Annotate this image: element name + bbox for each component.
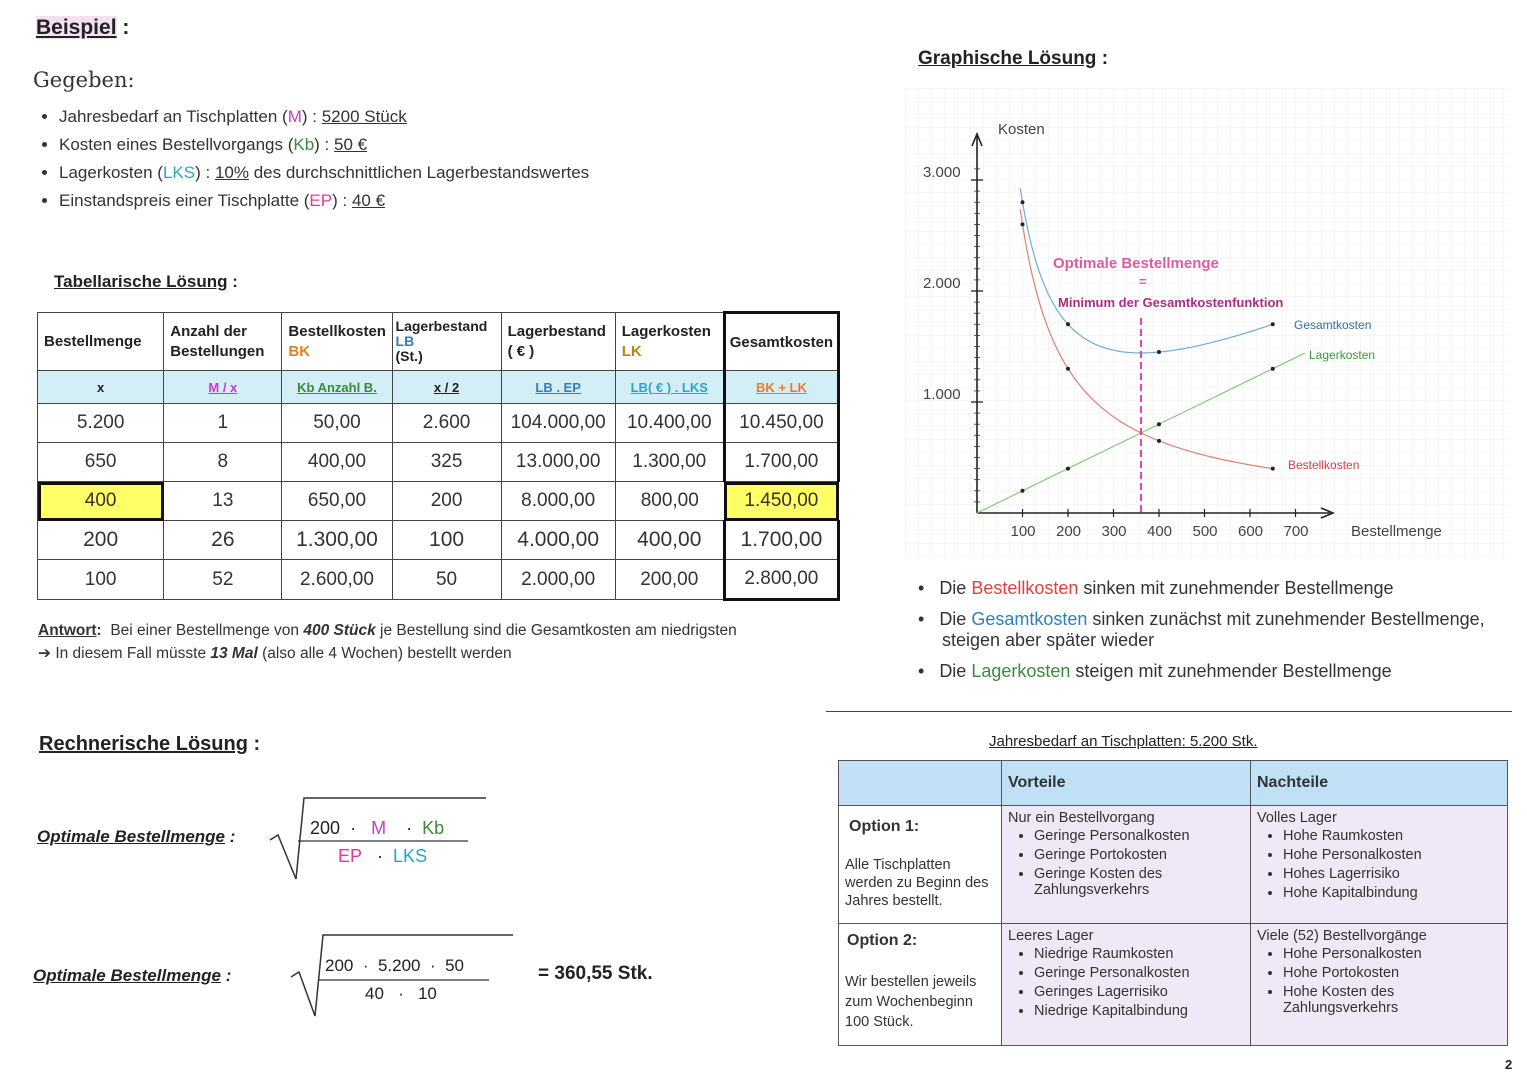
- given-item: [59, 135, 589, 155]
- given-value: 5200 Stück: [321, 107, 407, 126]
- option-1-row: [839, 806, 1508, 924]
- annotation-minimum: Minimum der Gesamtkostenfunktion: [1058, 295, 1284, 310]
- con-item: • Hohe Kapitalbindung: [1283, 885, 1501, 901]
- page-number: 2: [1505, 1057, 1513, 1072]
- formula-text: LB . EP: [535, 379, 581, 395]
- given-text: ) :: [195, 163, 215, 182]
- col-header: [392, 313, 501, 371]
- y-tick-label: 3.000: [923, 164, 961, 181]
- option-2-pros: [1002, 924, 1251, 1046]
- option-1-desc: Alle Tischplatten werden zu Beginn des Jahres bestellt.: [845, 857, 989, 909]
- table-cell: 1.300,00: [615, 443, 724, 482]
- calc-heading: [39, 733, 260, 756]
- given-list: [33, 107, 589, 219]
- col-header-text: Lagerbestand: [507, 322, 606, 340]
- legend-bestellkosten: Bestellkosten: [1288, 458, 1360, 472]
- multiply-dot: ·: [429, 956, 436, 975]
- answer-text: je Bestellung sind die Gesamtkosten am niedrigsten: [375, 622, 737, 639]
- bullet-keyword: Lagerkosten: [971, 661, 1071, 681]
- formula-text: x: [97, 379, 105, 395]
- pro-item: • Niedrige Raumkosten: [1034, 946, 1244, 962]
- option-1-pros: [1002, 806, 1251, 924]
- table-row: [38, 521, 839, 560]
- point-lagerkosten: [1066, 467, 1070, 471]
- pro-item: • Geringe Portokosten: [1034, 847, 1244, 863]
- pro-item: • Geringe Personalkosten: [1034, 828, 1244, 844]
- answer-label: Antwort: [38, 622, 97, 639]
- den-term: 40: [365, 984, 384, 1003]
- formula1-numerator: [310, 818, 444, 839]
- num-term: 200: [310, 818, 341, 838]
- formula-label-text: Optimale Bestellmenge: [33, 966, 222, 985]
- point-bestellkosten: [1271, 467, 1275, 471]
- example-title: Beispiel: [36, 16, 117, 39]
- col-header: [38, 313, 164, 371]
- header-empty: [839, 761, 1002, 806]
- point-gesamtkosten: [1271, 322, 1275, 326]
- point-gesamtkosten: [1021, 200, 1025, 204]
- col-header-text: (St.): [395, 348, 423, 364]
- num-term: Kb: [422, 818, 445, 838]
- table-cell: 2.000,00: [501, 560, 615, 600]
- pro-item: • Niedrige Kapitalbindung: [1034, 1003, 1244, 1019]
- con-item: • Hohes Lagerrisiko: [1283, 866, 1501, 882]
- table-header-row: [38, 313, 839, 371]
- option-1-cell: [839, 806, 1002, 924]
- formula-cell: [164, 371, 282, 404]
- given-text: Jahresbedarf an Tischplatten (: [59, 107, 288, 126]
- given-text: Kosten eines Bestellvorgangs (: [59, 135, 294, 154]
- formula2-denominator: [365, 984, 437, 1004]
- y-tick-label: 1.000: [923, 386, 961, 403]
- given-title: Gegeben:: [33, 68, 135, 92]
- table-cell: 13.000,00: [501, 443, 615, 482]
- x-tick-label: 600: [1238, 523, 1264, 540]
- given-text: ) :: [332, 191, 352, 210]
- formula-label-2: [33, 966, 231, 986]
- given-text: ) :: [314, 135, 334, 154]
- sqrt-symbol-2: [289, 932, 515, 1022]
- graph-heading-text: Graphische Lösung: [918, 48, 1097, 69]
- con-item: • Hohe Portokosten: [1283, 965, 1501, 981]
- formula-text: M / x: [208, 379, 238, 395]
- arrow-icon: ➔: [38, 645, 51, 662]
- table-cell: 8.000,00: [501, 482, 615, 521]
- point-lagerkosten: [1021, 489, 1025, 493]
- table-cell: 650: [38, 443, 164, 482]
- col-header-abbr: LK: [621, 342, 642, 360]
- answer-text: Bei einer Bestellmenge von: [110, 622, 304, 639]
- formula-cell: [615, 371, 724, 404]
- table-cell: 2.600: [392, 404, 501, 443]
- given-abbr: M: [287, 107, 302, 126]
- given-text: des durchschnittlichen Lagerbestandswertes: [248, 163, 590, 182]
- answer-text: (also alle 4 Wochen) bestellt werden: [257, 645, 512, 662]
- given-text: ) :: [301, 107, 322, 126]
- den-term: LKS: [393, 846, 428, 866]
- formula-label-1: [37, 827, 235, 847]
- table-cell: 26: [164, 521, 282, 560]
- table-row-optimal: [38, 482, 839, 521]
- table-cell: 1.700,00: [724, 443, 838, 482]
- calc-heading-colon: :: [253, 733, 261, 755]
- given-item: [59, 107, 589, 127]
- table-cell: 200: [392, 482, 501, 521]
- table-cell: 2.800,00: [724, 560, 838, 600]
- calc-result: = 360,55 Stk.: [538, 963, 653, 984]
- graph-heading-colon: :: [1101, 48, 1109, 69]
- bullet-text: Die: [939, 609, 972, 629]
- answer-colon: :: [96, 622, 102, 639]
- table-cell-highlight: 1.450,00: [724, 482, 838, 521]
- chart-grid: [905, 88, 1510, 558]
- x-tick-label: 400: [1147, 523, 1173, 540]
- formula-cell: [38, 371, 164, 404]
- example-heading: [36, 16, 129, 40]
- option-1-title: Option 1:: [849, 818, 920, 835]
- col-header: [164, 313, 282, 371]
- option-2-desc: Wir bestellen jeweils zum Wochenbeginn 100 Stück.: [845, 974, 977, 1030]
- table-cell: 800,00: [615, 482, 724, 521]
- point-bestellkosten: [1021, 222, 1025, 226]
- annotation-optimal: Optimale Bestellmenge: [1053, 255, 1219, 272]
- bullet-text: Die: [939, 661, 972, 681]
- divider: [826, 711, 1512, 712]
- formula-cell: [392, 371, 501, 404]
- col-header: [724, 313, 838, 371]
- table-row: [38, 443, 839, 482]
- formula-text: BK + LK: [755, 379, 807, 395]
- bullet-item: • Die Gesamtkosten sinken zunächst mit zunehmender Bestellmenge, steigen aber später wieder: [918, 609, 1485, 650]
- num-term: 5.200: [377, 956, 421, 975]
- formula1-denominator: [338, 846, 427, 867]
- given-value: 40 €: [351, 191, 386, 210]
- table-row: [38, 560, 839, 600]
- pros-head: Nur ein Bestellvorgang: [1008, 810, 1155, 826]
- formula-cell: [501, 371, 615, 404]
- formula-text: Kb Anzahl B.: [297, 379, 377, 395]
- legend-lagerkosten: Lagerkosten: [1309, 348, 1376, 362]
- legend-gesamtkosten: Gesamtkosten: [1294, 318, 1372, 332]
- multiply-dot: ·: [350, 818, 357, 838]
- table-cell: 10.400,00: [615, 404, 724, 443]
- annual-demand: Jahresbedarf an Tischplatten: 5.200 Stk.: [989, 733, 1258, 750]
- con-item: • Hohe Personalkosten: [1283, 847, 1501, 863]
- multiply-dot: ·: [362, 956, 369, 975]
- x-tick-label: 200: [1056, 523, 1082, 540]
- table-cell: 1.700,00: [724, 521, 838, 560]
- point-gesamtkosten: [1066, 322, 1070, 326]
- multiply-dot: ·: [406, 818, 413, 838]
- x-tick-label: 100: [1010, 523, 1036, 540]
- header-vorteile: Vorteile: [1002, 761, 1251, 806]
- table-cell: 104.000,00: [501, 404, 615, 443]
- formula2-numerator: [325, 956, 464, 976]
- table-cell: 13: [164, 482, 282, 521]
- answer-block: [38, 619, 737, 665]
- table-cell: 400,00: [615, 521, 724, 560]
- col-header: [615, 313, 724, 371]
- table-heading-text: Tabellarische Lösung: [54, 272, 228, 291]
- given-text: Einstandspreis einer Tischplatte (: [59, 191, 310, 210]
- given-value: 10%: [214, 163, 249, 182]
- table-cell: 400,00: [282, 443, 392, 482]
- given-text: Lagerkosten (: [59, 163, 163, 182]
- table-cell: 325: [392, 443, 501, 482]
- example-colon: :: [122, 16, 130, 39]
- given-abbr: Kb: [293, 135, 315, 154]
- formula-row: [38, 371, 839, 404]
- point-bestellkosten: [1066, 367, 1070, 371]
- col-header: [282, 313, 392, 371]
- col-header-text: ( € ): [507, 342, 535, 360]
- col-header-text: Bestellkosten: [288, 322, 386, 340]
- x-tick-label: 500: [1192, 523, 1218, 540]
- header-nachteile: Nachteile: [1251, 761, 1508, 806]
- given-item: [59, 191, 589, 211]
- given-abbr: EP: [309, 191, 333, 210]
- x-tick-label: 300: [1101, 523, 1127, 540]
- y-tick-label: 2.000: [923, 275, 961, 292]
- answer-line: [38, 642, 737, 665]
- con-item: • Hohe Personalkosten: [1283, 946, 1501, 962]
- col-header-text: Lagerkosten: [621, 322, 711, 340]
- bullet-text: Die: [939, 578, 972, 598]
- x-axis-label: Bestellmenge: [1351, 523, 1442, 540]
- col-header-abbr: LB: [395, 333, 415, 349]
- table-cell: 52: [164, 560, 282, 600]
- point-lagerkosten: [1157, 422, 1161, 426]
- bullet-keyword: Bestellkosten: [971, 578, 1079, 598]
- y-axis-label: Kosten: [998, 121, 1045, 138]
- con-item: • Hohe Kosten des Zahlungsverkehrs: [1283, 984, 1501, 1016]
- multiply-dot: ·: [377, 846, 384, 866]
- bullet-keyword: Gesamtkosten: [971, 609, 1088, 629]
- chart-bullets: [918, 578, 1485, 682]
- formula-label-colon: :: [229, 827, 236, 846]
- col-header-text: Anzahl der: [170, 322, 247, 340]
- table-cell: 100: [38, 560, 164, 600]
- option-2-title: Option 2:: [847, 932, 918, 949]
- formula-text: LB( € ) . LKS: [630, 379, 708, 395]
- given-value: 50 €: [334, 135, 368, 154]
- pros-head: Leeres Lager: [1008, 928, 1094, 944]
- num-term: 200: [325, 956, 354, 975]
- pro-item: • Geringe Personalkosten: [1034, 965, 1244, 981]
- cost-chart: [905, 88, 1510, 558]
- bullet-text: steigen mit zunehmender Bestellmenge: [1070, 661, 1392, 681]
- pro-item: • Geringes Lagerrisiko: [1034, 984, 1244, 1000]
- option-2-cons: [1251, 924, 1508, 1046]
- col-header-text: Bestellungen: [170, 342, 265, 360]
- formula-label-colon: :: [225, 966, 232, 985]
- col-header-abbr: BK: [288, 342, 311, 360]
- multiply-dot: ·: [398, 984, 404, 1003]
- table-cell: 650,00: [282, 482, 392, 521]
- formula-label-text: Optimale Bestellmenge: [37, 827, 226, 846]
- pro-item: • Geringe Kosten des Zahlungsverkehrs: [1034, 866, 1244, 898]
- bullet-text: steigen aber später wieder: [942, 630, 1155, 650]
- col-header: [501, 313, 615, 371]
- answer-line: [38, 619, 737, 642]
- table-cell: 200,00: [615, 560, 724, 600]
- answer-emphasis: 400 Stück: [303, 622, 376, 639]
- table-cell: 50,00: [282, 404, 392, 443]
- table-row: [38, 404, 839, 443]
- col-header-text: Gesamtkosten: [729, 333, 834, 351]
- option-2-row: [839, 924, 1508, 1046]
- option-1-cons: [1251, 806, 1508, 924]
- point-lagerkosten: [1271, 367, 1275, 371]
- annotation-equals: =: [1139, 274, 1147, 289]
- col-header-text: Bestellmenge: [44, 333, 142, 350]
- pros-cons-header: [839, 761, 1508, 806]
- den-term: EP: [338, 846, 363, 866]
- con-item: • Hohe Raumkosten: [1283, 828, 1501, 844]
- table-cell-highlight: 400: [38, 482, 164, 521]
- answer-emphasis: 13 Mal: [210, 645, 258, 662]
- den-term: 10: [417, 984, 437, 1003]
- table-cell: 8: [164, 443, 282, 482]
- formula-cell: [724, 371, 838, 404]
- table-cell: 2.600,00: [282, 560, 392, 600]
- calc-heading-text: Rechnerische Lösung: [39, 733, 248, 755]
- table-cell: 1: [164, 404, 282, 443]
- formula-text: x / 2: [433, 379, 460, 395]
- bullet-text: sinken mit zunehmender Bestellmenge: [1078, 578, 1394, 598]
- formula-cell: [282, 371, 392, 404]
- table-heading-colon: :: [232, 272, 238, 291]
- option-2-cell: [839, 924, 1002, 1046]
- bullet-text: sinken zunächst mit zunehmender Bestellmenge,: [1087, 609, 1485, 629]
- order-quantity-table: [37, 311, 840, 601]
- table-cell: 200: [38, 521, 164, 560]
- cons-head: Viele (52) Bestellvorgänge: [1257, 928, 1427, 944]
- table-cell: 1.300,00: [282, 521, 392, 560]
- point-gesamtkosten: [1157, 350, 1161, 354]
- point-bestellkosten: [1157, 439, 1161, 443]
- pros-cons-table: [838, 760, 1508, 1046]
- given-abbr: LKS: [162, 163, 196, 182]
- cons-head: Volles Lager: [1257, 810, 1337, 826]
- table-cell: 4.000,00: [501, 521, 615, 560]
- table-heading: [54, 272, 238, 292]
- table-cell: 100: [392, 521, 501, 560]
- table-cell: 5.200: [38, 404, 164, 443]
- num-term: 50: [445, 956, 464, 975]
- bullet-item: • Die Bestellkosten sinken mit zunehmender Bestellmenge: [918, 578, 1394, 598]
- sqrt-symbol-1: [268, 795, 488, 885]
- num-term: M: [371, 818, 387, 838]
- table-cell: 50: [392, 560, 501, 600]
- answer-text: In diesem Fall müsste: [55, 645, 211, 662]
- bullet-item: • Die Lagerkosten steigen mit zunehmender Bestellmenge: [918, 661, 1392, 681]
- table-cell: 10.450,00: [724, 404, 838, 443]
- x-tick-label: 700: [1283, 523, 1309, 540]
- graph-heading: [918, 48, 1108, 70]
- given-item: [59, 163, 589, 183]
- col-header-text: Lagerbestand: [395, 318, 488, 334]
